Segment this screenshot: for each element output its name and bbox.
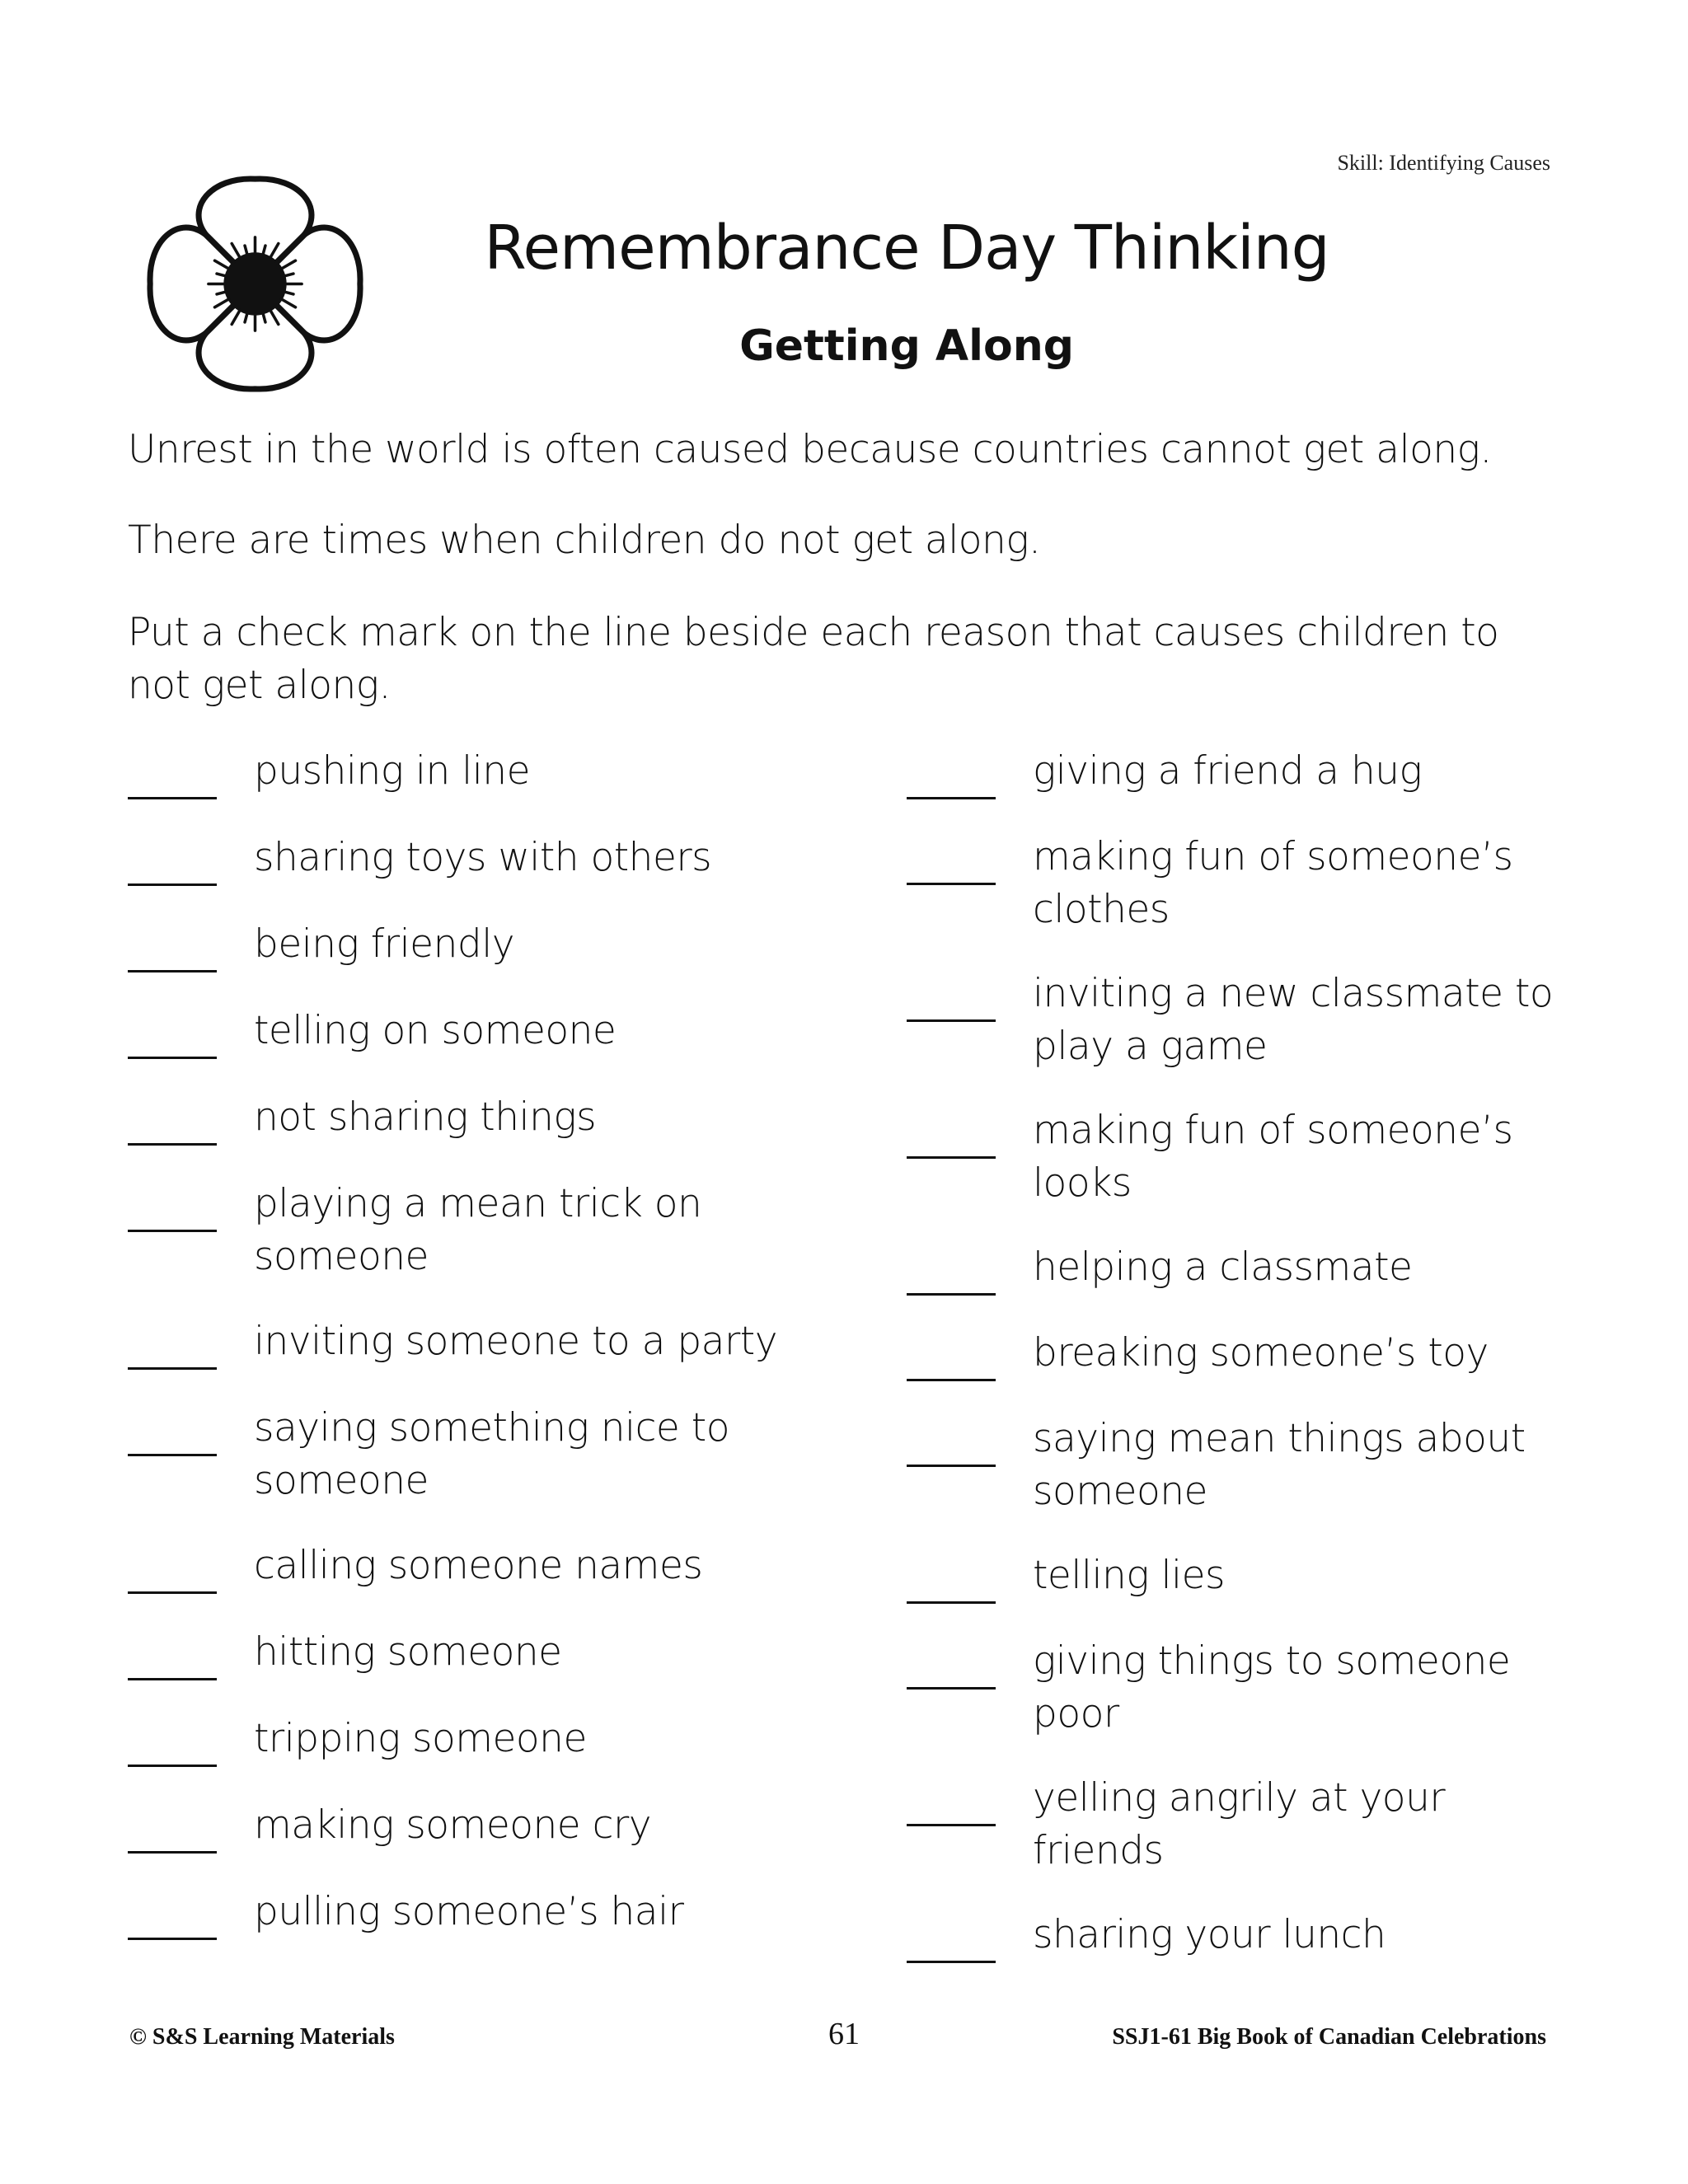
reason-item	[907, 745, 1566, 799]
reason-item	[907, 831, 1566, 936]
check-mark-line[interactable]	[128, 1402, 217, 1456]
reason-text: inviting someone to a party	[254, 1319, 778, 1364]
page-subtitle: Getting Along	[739, 321, 1074, 371]
reason-text: yelling angrily at your friends	[1033, 1775, 1446, 1873]
reason-text: helping a classmate	[1033, 1244, 1413, 1290]
reason-text: not sharing things	[254, 1094, 597, 1140]
reason-text: saying something nice to someone	[254, 1405, 729, 1503]
check-mark-line[interactable]	[128, 1626, 217, 1680]
check-mark-line[interactable]	[128, 1540, 217, 1594]
page-title: Remembrance Day Thinking	[484, 213, 1329, 284]
reason-item	[907, 1104, 1566, 1210]
check-mark-line[interactable]	[128, 1886, 217, 1940]
check-mark-line[interactable]	[907, 1241, 996, 1296]
check-mark-line[interactable]	[907, 1909, 996, 1963]
check-mark-line[interactable]	[128, 918, 217, 972]
reason-item	[128, 745, 870, 799]
reason-item	[128, 1886, 870, 1940]
reason-item	[907, 1635, 1566, 1741]
check-mark-line[interactable]	[907, 1327, 996, 1381]
reason-text: saying mean things about someone	[1033, 1416, 1526, 1514]
reason-text: tripping someone	[254, 1716, 587, 1761]
page-number: 61	[828, 2017, 860, 2051]
footer-copyright: © S&S Learning Materials	[129, 2024, 395, 2050]
reason-text: breaking someone’s toy	[1033, 1330, 1489, 1376]
check-mark-line[interactable]	[128, 832, 217, 886]
check-mark-line[interactable]	[128, 1713, 217, 1767]
check-mark-line[interactable]	[907, 1772, 996, 1826]
poppy-flower-icon	[138, 167, 372, 401]
reason-text: making fun of someone’s clothes	[1033, 834, 1513, 932]
reason-text: telling on someone	[254, 1008, 617, 1053]
check-mark-line[interactable]	[907, 1104, 996, 1159]
reason-text: giving a friend a hug	[1033, 748, 1423, 794]
reason-item	[907, 1772, 1566, 1877]
right-reason-list	[907, 745, 1566, 1994]
reason-text: sharing toys with others	[254, 835, 712, 880]
check-mark-line[interactable]	[128, 1005, 217, 1059]
reason-item	[128, 1005, 870, 1059]
left-reason-list	[128, 745, 870, 1972]
check-mark-line[interactable]	[128, 1091, 217, 1146]
reason-text: pulling someone’s hair	[254, 1889, 684, 1934]
reason-item	[128, 1713, 870, 1767]
check-mark-line[interactable]	[128, 1315, 217, 1370]
reason-item	[128, 1540, 870, 1594]
reason-item	[128, 918, 870, 972]
reason-text: playing a mean trick on someone	[254, 1181, 702, 1279]
reason-item	[128, 1315, 870, 1370]
reason-item	[907, 1413, 1566, 1518]
reason-item	[128, 1402, 870, 1507]
reason-text: inviting a new classmate to play a game	[1033, 971, 1554, 1069]
check-mark-line[interactable]	[907, 968, 996, 1022]
check-mark-line[interactable]	[907, 1413, 996, 1467]
reason-item	[907, 1549, 1566, 1604]
reason-text: pushing in line	[254, 748, 530, 794]
check-mark-line[interactable]	[907, 1635, 996, 1690]
intro-paragraph-2: There are times when children do not get along.	[128, 518, 1041, 563]
reason-text: calling someone names	[254, 1543, 703, 1588]
check-mark-line[interactable]	[907, 745, 996, 799]
reason-text: giving things to someone poor	[1033, 1638, 1511, 1736]
reason-item	[128, 1091, 870, 1146]
skill-label: Skill: Identifying Causes	[1337, 151, 1550, 175]
reason-item	[128, 1178, 870, 1283]
reason-item	[907, 968, 1566, 1073]
reason-item	[907, 1909, 1566, 1963]
check-mark-line[interactable]	[907, 831, 996, 885]
footer-book-title: SSJ1-61 Big Book of Canadian Celebrations	[1112, 2024, 1546, 2050]
check-mark-line[interactable]	[128, 745, 217, 799]
reason-item	[128, 1626, 870, 1680]
reason-text: telling lies	[1033, 1553, 1225, 1598]
reason-text: making fun of someone’s looks	[1033, 1108, 1513, 1206]
reason-text: making someone cry	[254, 1802, 652, 1848]
reason-item	[907, 1327, 1566, 1381]
reason-item	[128, 832, 870, 886]
instructions-paragraph: Put a check mark on the line beside each reason that causes children to not get along.	[128, 610, 1499, 708]
check-mark-line[interactable]	[907, 1549, 996, 1604]
reason-item	[907, 1241, 1566, 1296]
check-mark-line[interactable]	[128, 1178, 217, 1232]
reason-item	[128, 1799, 870, 1854]
intro-paragraph-1: Unrest in the world is often caused because countries cannot get along.	[128, 427, 1492, 472]
reason-text: sharing your lunch	[1033, 1912, 1386, 1957]
reason-text: hitting someone	[254, 1629, 562, 1675]
reason-text: being friendly	[254, 921, 515, 967]
check-mark-line[interactable]	[128, 1799, 217, 1854]
